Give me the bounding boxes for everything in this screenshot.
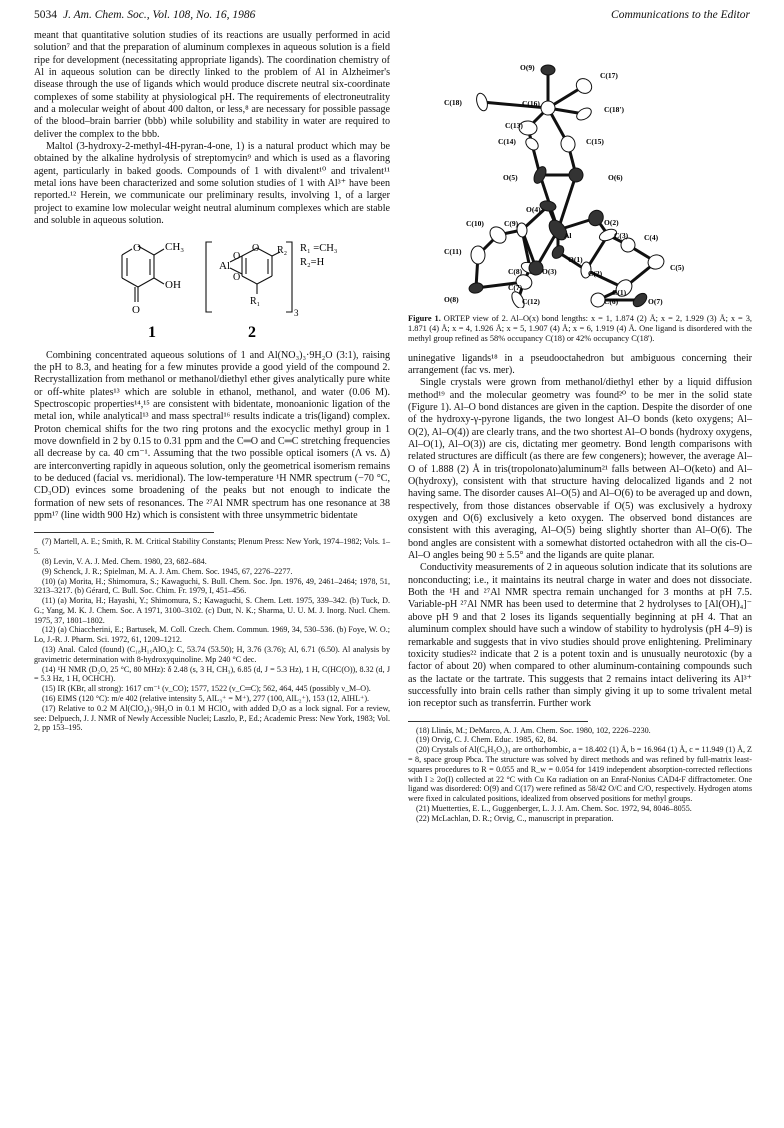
legend-r1: R₁ =CH₃ (300, 242, 338, 254)
ortep-atom (523, 136, 540, 153)
atom-label: Al (564, 231, 572, 240)
complex-oxygen-1: O (233, 250, 241, 262)
journal-citation: J. Am. Chem. Soc., Vol. 108, No. 16, 1986 (63, 9, 256, 21)
atom-label: C(6) (604, 297, 619, 306)
atom-label: C(12) (522, 297, 540, 306)
header-left (34, 9, 255, 21)
footnote-rule (34, 532, 214, 533)
atom-label: O(7) (648, 297, 663, 306)
ring-oxygen: O (133, 241, 141, 254)
atom-label: O(4) (526, 205, 541, 214)
footnote: (19) Orvig, C. J. Chem. Educ. 1985, 62, 84. (416, 735, 558, 745)
paragraph: Combining concentrated aqueous solutions of 1 and Al(NO₃)₃·9H₂O (3:1), raising the pH to 8.3, and heating for a few minutes provide a good yield of the compound 2. Recrystallization from methanol or methanol/diethyl ether gives analytically pure white or off-white plates¹³ which are soluble in ethanol, methanol, and water (0.06 M). Spectroscopic properties¹⁴,¹⁵ are consistent with bidentate, monoanionic ligation of the metal ion, while analytical¹³ and mass spectral¹⁶ results indicate a tris(ligand) complex. Proton chemical shifts for the two ring protons and the exocyclic methyl group in 1 move downfield in 2 by 0.15 to 0.31 ppm and the C═O and C═C stretching frequencies all decrease by ca. 40 cm⁻¹. Assuming that the two possible optical isomers (Λ vs. Δ) are interconverting rapidly in aqueous solution, only the geometrical isomerism remains to be deduced (facial vs. meridional). The low-temperature ¹H NMR spectrum (−70 °C, CD₃OD) evinces some broadening of the peaks but not enough to indicate the formation of new sets of resonances. The ²⁷Al NMR spectrum has one resonance at 38 ppm¹⁷ (line width 900 Hz) which is consistent with three unsymmetric bidentate (34, 349, 390, 521)
caption-text: ORTEP view of 2. Al–O(x) bond lengths: x = 1, 1.874 (2) Å; x = 2, 1.929 (3) Å; x = 3, 1.871 (4) Å; x = 4, 1.926 Å; x = 5, 1.907 (4) Å; x = 6, 1.919 (4) Å. One ligand is disordered with the methyl group refined as 58% occupancy C(18) or 42% occupancy C(18'). (408, 314, 752, 344)
maltol-structure (122, 246, 164, 302)
atom-label: C(5) (670, 263, 685, 272)
page-number: 5034 (34, 9, 57, 21)
ortep-atom (475, 92, 490, 112)
section-title: Communications to the Editor (611, 9, 750, 21)
ortep-atom (560, 135, 577, 153)
aluminum-label: Al (219, 259, 230, 272)
atom-label: C(7) (508, 283, 523, 292)
paragraph: Maltol (3-hydroxy-2-methyl-4H-pyran-4-one, 1) is a natural product which may be obtained by the alkaline hydrolysis of streptomycin⁹ and which is used as a flavoring agent, particularly in baked goods. Compounds of 1 with divalent¹⁰ and trivalent¹¹ metal ions have been characterized and some solution studies of 1 with Al³⁺ have been reported.¹² Herein, we communicate our preliminary results, involving 1, of a larger project to examine low molecular weight neutral aluminum complexes which are stable and soluble in aqueous solution. (34, 141, 390, 227)
footnote: (8) Levin, V. A. J. Med. Chem. 1980, 23, 682–684. (42, 556, 207, 566)
footnote: (10) (a) Morita, H.; Shimomura, S.; Kawaguchi, S. Bull. Chem. Soc. Jpn. 1976, 49, 2461–2464; 1978, 51, 3213–3217. (b) Gérard, C. Bull. Soc. Chim. Fr. 1979, I, 451–456. (34, 576, 390, 596)
atom-label: C(11) (444, 247, 462, 256)
atom-label: C(13) (505, 121, 523, 130)
paragraph: meant that quantitative solution studies of its reactions are usually performed in acid solution⁷ and that the preparation of aluminum complexes in aqueous solution is a field ripe for development (necessitating appropriate ligands). The coordination chemistry of Al in aqueous solution can be directly linked to the problem of Al in Alzheimer's disease through the use of ligands which would produce discrete neutral six-coordinate complexes of some stability at physiological pH. The requirements of electroneutrality and a molecular weight of about 400 dalton, or less,⁸ are necessary for possible passage of the blood–brain barrier (bbb) while solubility and stability in water are required to deliver the complex to the bbb. (34, 30, 390, 140)
footnote: (20) Crystals of Al(C₆H₅O₃)₃ are orthorhombic, a = 18.402 (1) Å, b = 16.964 (1) Å, c = 11.949 (1) Å, Z = 8, space group Pbca. The structure was solved by direct methods and was refined by full-matrix least-squares procedures to R = 0.055 and R_w = 0.054 for 1419 independent absorption-corrected reflections with I ≥ 2σ(I) collected at 22 °C with Cu Kα radiation on an Enraf-Nonius CAD4-F diffractometer. One ligand was disordered: O(9) and C(17) were refined as 58/42 O/C and C/O, respectively. Hydrogen atoms were fixed in calculated positions, idealized from observed positions for methyl groups. (408, 745, 752, 804)
subscript-3: 3 (294, 307, 299, 318)
footnote: (18) Llinás, M.; DeMarco, A. J. Am. Chem. Soc. 1980, 102, 2226–2230. (416, 725, 651, 735)
atom-label: C(3) (614, 231, 629, 240)
atom-label: C(1) (612, 288, 627, 297)
atom-label: C(2) (588, 269, 603, 278)
footnote: (15) IR (KBr, all strong): 1617 cm⁻¹ (ν_CO); 1577, 1522 (ν_C═C); 562, 464, 445 (possibly ν_M–O). (42, 684, 371, 694)
footnote: (12) (a) Chiaccherini, E.; Bartusek, M. Coll. Czech. Chem. Commun. 1969, 34, 530–536. (b) Foye, W. O.; Lo, J.-R. J. Pharm. Sci. 1972, 61, 1209–1212. (34, 625, 390, 645)
ortep-atom (575, 106, 594, 123)
hydroxy-label: OH (165, 278, 181, 291)
r2-label: R₂ (277, 244, 288, 256)
left-column (34, 30, 390, 733)
atom-label: C(8) (508, 267, 523, 276)
ortep-drawing (408, 30, 752, 308)
atom-label: C(9) (504, 219, 519, 228)
keto-oxygen: O (132, 303, 140, 316)
atom-label: C(15) (586, 137, 604, 146)
footnotes-left (34, 537, 390, 733)
ortep-atom (471, 246, 485, 264)
atom-label: O(3) (542, 267, 557, 276)
complex-oxygen-2: O (233, 271, 241, 283)
atom-label: C(4) (644, 233, 659, 242)
atom-label: C(17) (600, 71, 618, 80)
footnotes-right (408, 726, 752, 824)
footnote: (9) Schenck, J. R.; Spielman, M. A. J. Am. Chem. Soc. 1945, 67, 2276–2277. (42, 566, 293, 576)
structure-drawing (34, 236, 390, 344)
ortep-atom (468, 282, 484, 295)
ortep-bond (558, 175, 576, 230)
ortep-bonds (476, 70, 656, 300)
ortep-atom (550, 243, 566, 260)
footnote: (14) ¹H NMR (D₂O, 25 °C, 80 MHz): δ 2.48 (s, 3 H, CH₃), 6.85 (d, J = 5.3 Hz), 1 H, C(HC(O)), 8.32 (d, J = 5.3 Hz, 1 H, OCHCH). (34, 664, 390, 684)
footnote: (22) McLachlan, D. R.; Orvig, C., manuscript in preparation. (416, 813, 614, 823)
atom-label: C(18') (604, 105, 624, 114)
footnote: (21) Muetterties, E. L., Guggenberger, L. J. J. Am. Chem. Soc. 1972, 94, 8046–8055. (416, 803, 692, 813)
page-header (34, 9, 750, 25)
compound-2-label: 2 (248, 323, 256, 341)
footnote: (16) EIMS (120 °C): m/e 402 (relative intensity 5, AlL₃⁺ = M⁺), 277 (100, AlL₂⁺), 153 (12, AlHL⁺). (42, 694, 370, 704)
footnote-rule (408, 721, 588, 722)
r1-label: R₁ (250, 295, 261, 307)
atom-label: C(14) (498, 137, 516, 146)
paragraph: uninegative ligands¹⁸ in a pseudooctahedron but ambiguous concerning their arrangement (fac vs. mer). (408, 352, 752, 376)
ortep-atom (573, 76, 594, 97)
atom-label: C(10) (466, 219, 484, 228)
legend-r2: R₂=H (300, 256, 325, 268)
compound-1-label: 1 (148, 323, 156, 341)
right-column (408, 30, 752, 824)
atom-label: O(2) (604, 218, 619, 227)
paragraph: Single crystals were grown from methanol/diethyl ether by a liquid diffusion method¹⁹ and the molecular geometry was found²⁰ to be mer in the solid state (Figure 1). Al–O bond distances are given in the caption. Despite the disorder of one of the hydroxy-γ-pyrone ligands, the two longest Al–O bonds (keto oxygens; Al–O(2), Al–O(4)) are clearly trans, and the two shortest Al–O bonds (hydroxy oxygens, Al–O(1), Al–O(3)) are cis, dictating mer geometry. Bond length comparisons with related structures are difficult (as there are few congeners); however, the average Al–O of 1.888 (2) Å in tris(tropolonato)aluminum²¹ falls between Al–O(keto) and Al–O(hydroxy), consistent with that structure having delocalized ligands and 2 not having same. The disorder causes Al–O(5) and Al–O(6) to be averaged up and down, respectively, from those distances observable if O(5) was exclusively a hydroxy oxygen and O(6) exclusively a keto oxygen. The observed bond distances are consistent with this averaging, Al–O(5) being slightly shorter than Al–O(6). The bond angles are consistent with a somewhat distorted octahedron with all the cis-O–Al–O angles being 90 ± 5.5° and the ligands are quite planar. (408, 377, 752, 562)
footnote: (17) Relative to 0.2 M Al(ClO₄)₃·9H₂O in 0.1 M HClO₄ with added D₂O as a lock signal. For a review, see: Delpuech, J. J. NMR of Newly Accessible Nuclei; Laszlo, P., Ed.; Academic Press: New York, 1983; Vol. 2, pp 153–195. (34, 703, 391, 733)
footnote: (13) Anal. Calcd (found) (C₁₈H₁₅AlO₉): C, 53.74 (53.50); H, 3.76 (3.76); Al, 6.71 (6.50). Al analysis by gravimetric determination with 8-hydroxyquinoline. Mp 240 °C dec. (34, 645, 390, 664)
atom-label: O(1) (568, 255, 583, 264)
atom-label: O(8) (444, 295, 459, 304)
atom-label: O(5) (503, 173, 518, 182)
atom-label: O(6) (608, 173, 623, 182)
atom-label: C(18) (444, 98, 462, 107)
ortep-atom (541, 65, 555, 75)
caption-title: Figure 1. (408, 314, 441, 323)
complex-ring-oxygen: O (252, 242, 260, 254)
footnote: (11) (a) Morita, H.; Hayashi, Y.; Shimomura, S.; Kawaguchi, S. Chem. Lett. 1975, 339–342. (b) Tuck, D. G.; Yang, M. K. J. Chem. Soc. A 1971, 3100–3102. (c) Dutt, N. K.; Sharma, U. U. M. J. Inorg. Nucl. Chem. 1975, 37, 1801–1802. (34, 596, 390, 625)
chemical-structures (34, 236, 390, 344)
figure-caption (408, 314, 752, 345)
atom-label: O(9) (520, 63, 535, 72)
ortep-atom (567, 166, 586, 185)
paragraph: Conductivity measurements of 2 in aqueous solution indicate that its solutions are nonconducting; i.e., it maintains its neutral charge in water and does not dissociate. Both the ¹H and ²⁷Al NMR spectra remain unchanged for 3 months at pH 7.5. Variable-pH ²⁷Al NMR has been used to determine that 2 hydrolyses to [Al(OH)₄]⁻ above pH 9 and that 2 loses its ligands sequentially beginning at pH 4. That an aluminum complex should have such a window of stability to hydrolysis (pH 4–9) is remarkable and suggests that in vivo studies should prove enlightening. Preliminary toxicity studies²² indicate that 2 is a potent toxin and is unusually neurotoxic (by a factor of about 20) when compared to other aluminum-containing compounds such as the lactate or the tartrate. This suggests that 2 remains intact delivering its Al³⁺ successfully into brain cells rather than simply giving it up to some trivalent metal ion receptor such as transferrin. Further work (408, 562, 752, 710)
footnote: (7) Martell, A. E.; Smith, R. M. Critical Stability Constants; Plenum Press: New York, 1974–1982; Vols. 1–5. (34, 537, 390, 557)
ortep-figure (408, 30, 752, 308)
atom-label: C(16) (522, 99, 540, 108)
methyl-label: CH₃ (165, 240, 185, 253)
